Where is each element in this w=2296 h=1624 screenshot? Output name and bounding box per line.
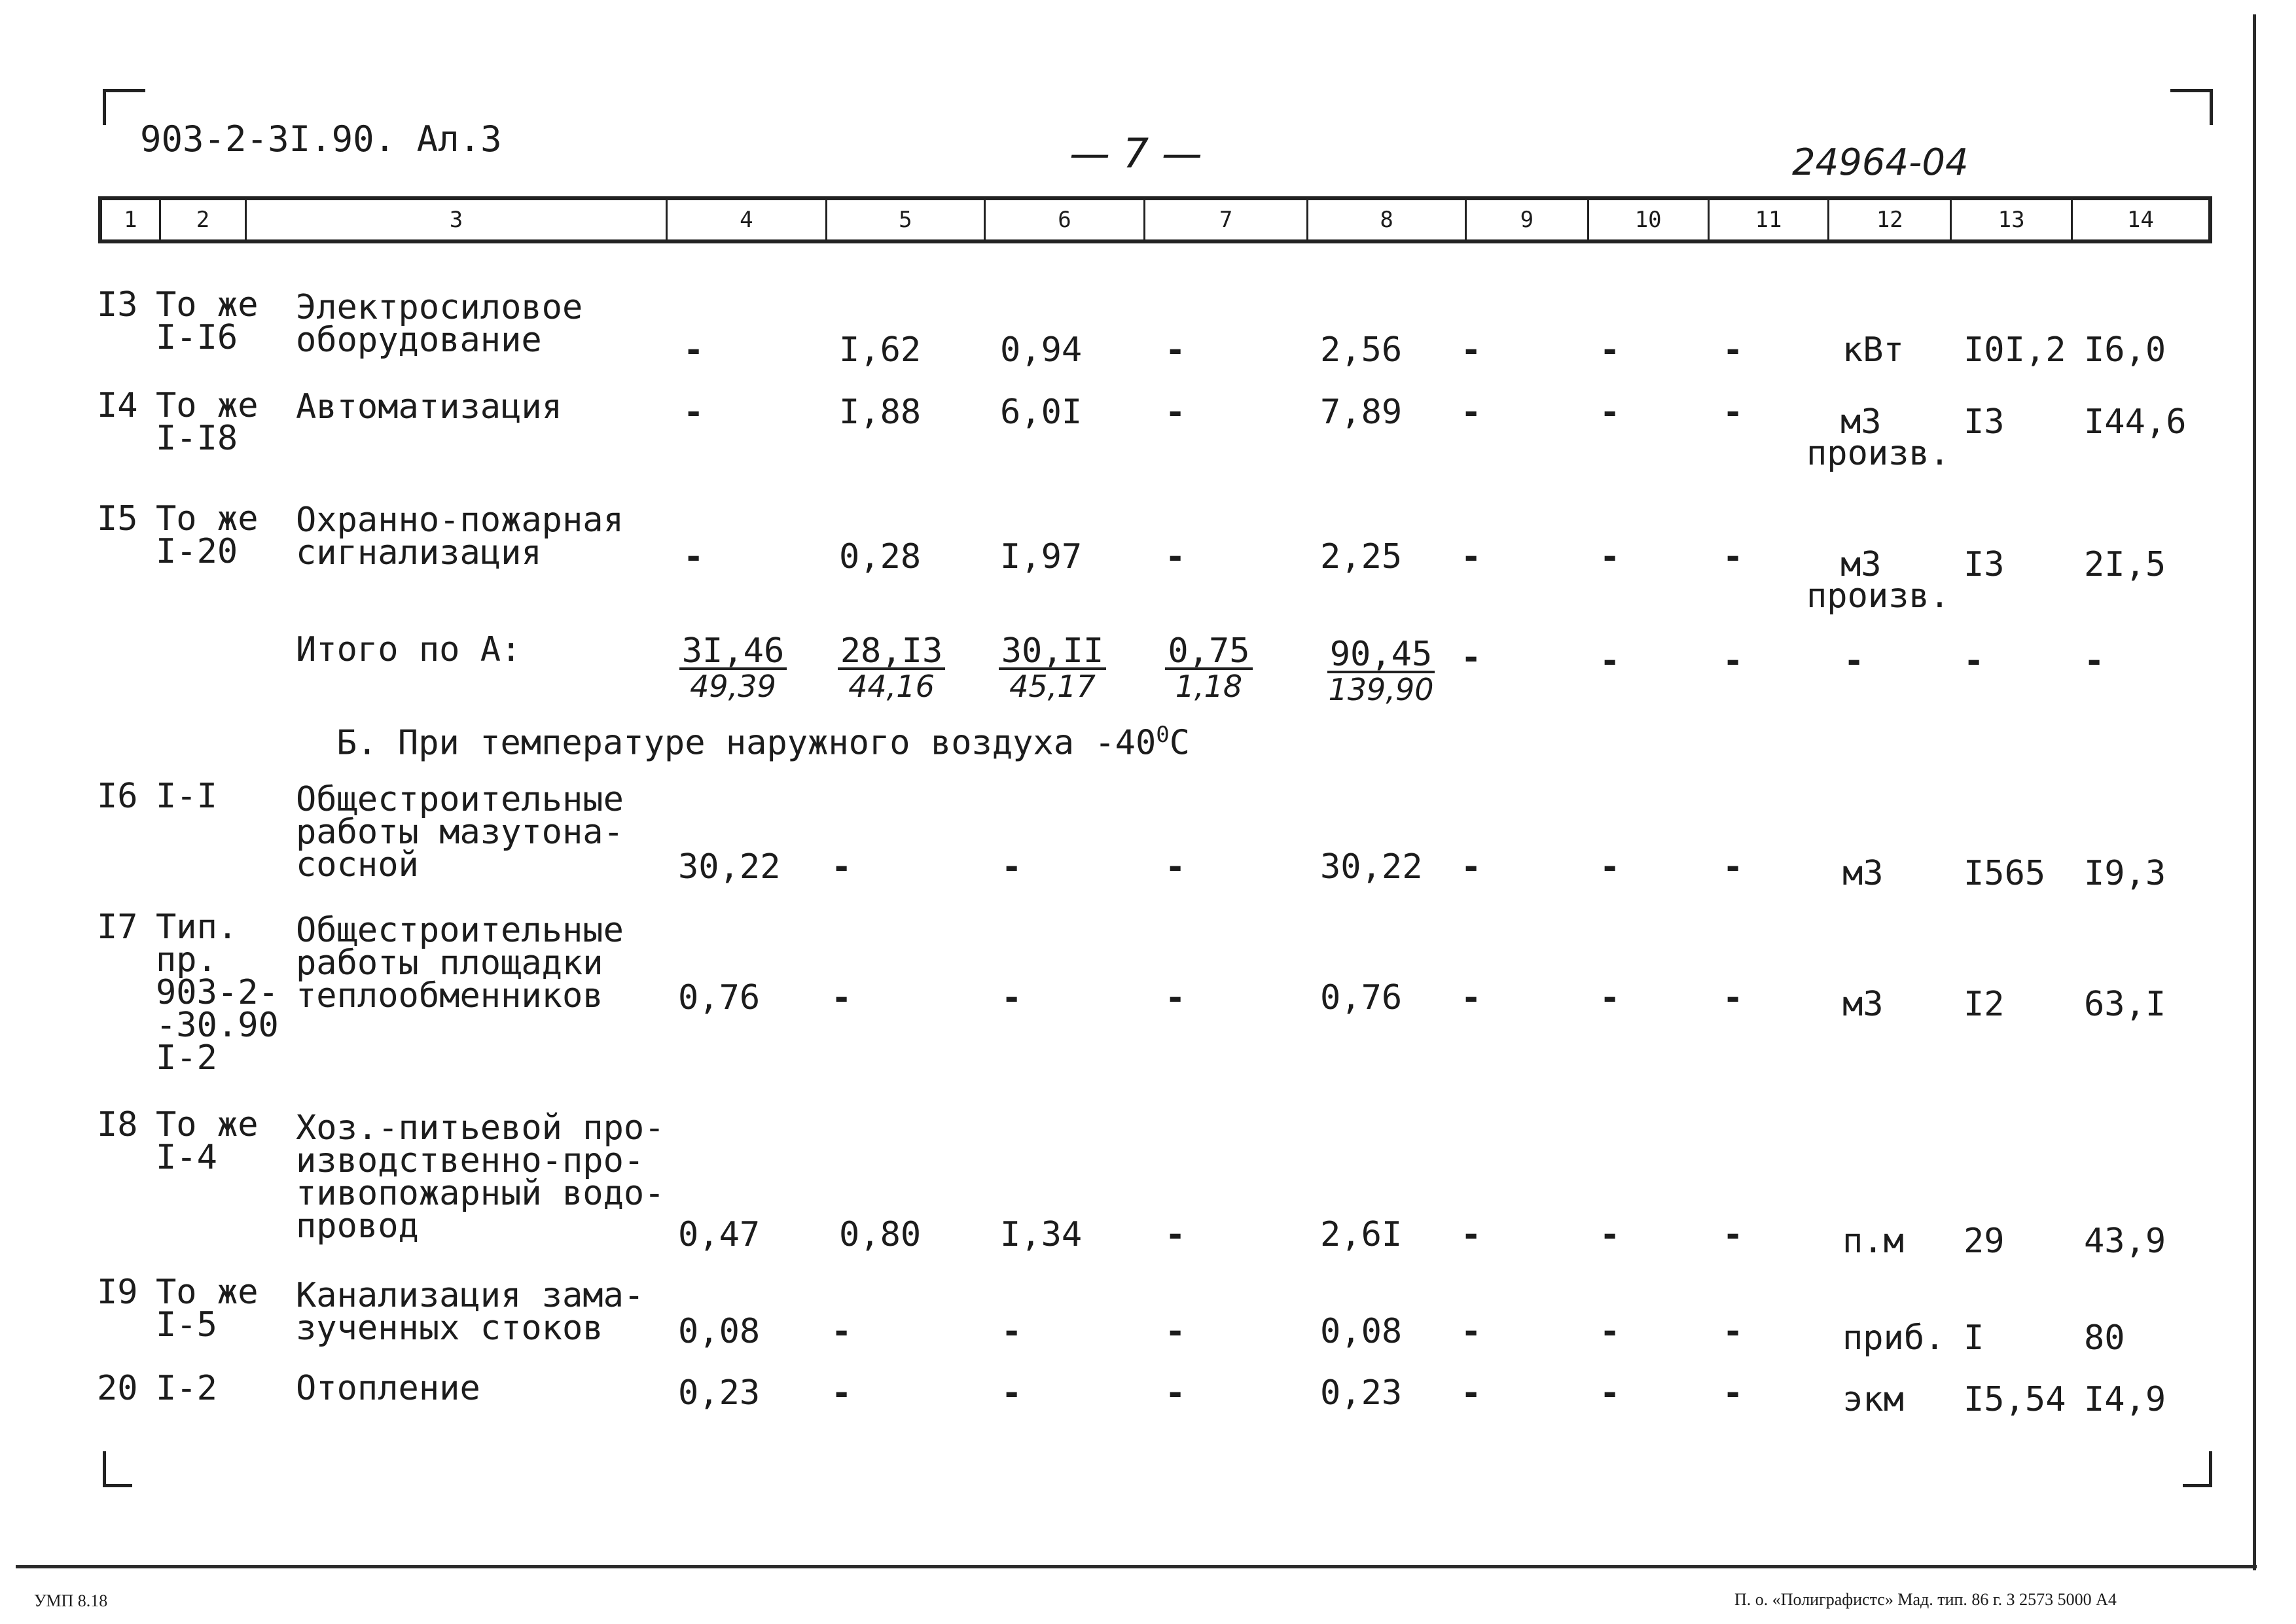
corner-mark-bottom-left: [103, 1451, 132, 1487]
row-name-line: Хоз.-питьевой про-: [296, 1108, 665, 1148]
row-cell-c14: 43,9: [2084, 1222, 2166, 1261]
row-cell-c7: -: [1165, 537, 1186, 576]
row-cell-c11: -: [1723, 1215, 1744, 1254]
row-cell-c5: 0,80: [839, 1215, 922, 1254]
row-cell-c8: 30,22: [1320, 847, 1423, 887]
row-reference-line: 903-2-: [156, 973, 279, 1012]
row-number: I9: [97, 1273, 138, 1312]
row-cell-c8: 7,89: [1320, 393, 1403, 432]
row-cell-c4: 0,76: [678, 978, 761, 1017]
row-cell-c9: -: [1461, 1312, 1482, 1351]
row-reference-line: -30.90: [156, 1006, 279, 1045]
row-name-line: Электросиловое: [296, 288, 583, 327]
row-cell-c7: -: [1165, 393, 1186, 432]
row-cell-c13: I0I,2: [1964, 330, 2066, 370]
row-name-line: теплообменников: [296, 976, 603, 1015]
corner-mark-bottom-right: [2183, 1451, 2212, 1487]
row-cell-c5: -: [831, 1312, 852, 1351]
row-cell-c5: I,62: [839, 330, 922, 370]
column-header: 10: [1589, 200, 1710, 239]
column-header: 12: [1829, 200, 1952, 239]
archive-number: 24964-04: [1792, 141, 1969, 184]
row-cell-c13: I: [1964, 1318, 1984, 1358]
row-cell-c7: -: [1165, 978, 1186, 1017]
row-unit-line: произв.: [1806, 434, 1950, 473]
page-bottom-border: [16, 1565, 2257, 1568]
row-cell-c11: -: [1723, 978, 1744, 1017]
column-header: 13: [1952, 200, 2072, 239]
row-cell-c11: -: [1723, 393, 1744, 432]
total-col12: -: [1844, 641, 1865, 680]
row-cell-c9: -: [1461, 847, 1482, 887]
row-cell-c7: -: [1165, 1215, 1186, 1254]
total-col4: $\frac{3I,46}{49,39}$: [674, 635, 792, 703]
row-cell-c9: -: [1461, 330, 1482, 370]
total-col13: -: [1964, 641, 1984, 680]
row-name-line: оборудование: [296, 321, 542, 360]
row-cell-c13: I3: [1964, 545, 2005, 584]
row-name-line: Общестроительные: [296, 780, 624, 819]
row-name-line: Отопление: [296, 1369, 480, 1408]
page-top-edge: [4, 0, 2296, 1]
row-cell-c6: I,34: [1000, 1215, 1083, 1254]
row-cell-c10: -: [1600, 1215, 1621, 1254]
row-cell-c10: -: [1600, 537, 1621, 576]
column-header-row: [98, 196, 2212, 243]
row-cell-c4: 0,08: [678, 1312, 761, 1351]
page-right-border: [2253, 14, 2256, 1570]
row-name-line: сигнализация: [296, 533, 542, 573]
row-cell-c7: -: [1165, 1373, 1186, 1413]
row-reference-line: I-20: [156, 532, 238, 571]
row-cell-c4: -: [683, 330, 704, 370]
row-unit-line: м3: [1840, 402, 1882, 442]
row-cell-c9: -: [1461, 1373, 1482, 1413]
row-cell-c6: -: [1001, 1373, 1022, 1413]
row-unit-line: м3: [1842, 854, 1884, 893]
row-cell-c10: -: [1600, 847, 1621, 887]
row-cell-c5: -: [831, 978, 852, 1017]
row-reference-line: То же: [156, 1273, 259, 1312]
row-unit-line: п.м: [1842, 1222, 1904, 1261]
row-reference-line: I-4: [156, 1138, 217, 1177]
row-unit-line: экм: [1842, 1380, 1904, 1419]
row-cell-c10: -: [1600, 978, 1621, 1017]
row-cell-c7: -: [1165, 1312, 1186, 1351]
total-label: Итого по А:: [296, 630, 522, 669]
row-unit-line: м3: [1842, 985, 1884, 1024]
footer-printer-note: П. о. «Полиграфистс» Мад. тип. 86 г. З 2573 5000 А4: [1734, 1590, 2117, 1609]
row-cell-c5: -: [831, 1373, 852, 1413]
total-col11: -: [1723, 641, 1744, 680]
row-cell-c6: I,97: [1000, 537, 1083, 576]
column-header: 14: [2126, 207, 2154, 233]
row-reference-line: I-5: [156, 1305, 217, 1345]
row-cell-c11: -: [1723, 1312, 1744, 1351]
row-cell-c8: 2,25: [1320, 537, 1403, 576]
corner-mark-top-right: [2170, 89, 2213, 125]
total-col10: -: [1600, 641, 1621, 680]
total-col6: $\frac{30,II}{45,17}$: [994, 635, 1111, 703]
row-cell-c14: I6,0: [2084, 330, 2166, 370]
row-name-line: Общестроительные: [296, 911, 624, 950]
column-header: 11: [1710, 200, 1829, 239]
total-col7: $\frac{0,75}{1,18}$: [1153, 635, 1265, 703]
row-cell-c7: -: [1165, 330, 1186, 370]
column-header: 9: [1467, 200, 1588, 239]
row-unit-line: м3: [1840, 545, 1882, 584]
row-cell-c11: -: [1723, 847, 1744, 887]
row-name-line: зученных стоков: [296, 1309, 603, 1348]
row-cell-c4: 0,23: [678, 1373, 761, 1413]
row-reference-line: То же: [156, 386, 259, 425]
column-header: 7: [1145, 200, 1308, 239]
section-b-heading: Б. При температуре наружного воздуха $-40^0С$: [336, 722, 1191, 763]
row-cell-c11: -: [1723, 1373, 1744, 1413]
row-number: I5: [97, 499, 138, 538]
column-header: 2: [161, 200, 247, 239]
column-header: 6: [986, 200, 1145, 239]
row-cell-c8: 2,56: [1320, 330, 1403, 370]
total-col14: -: [2084, 641, 2105, 680]
row-cell-c8: 0,23: [1320, 1373, 1403, 1413]
row-cell-c14: 80: [2084, 1318, 2125, 1358]
row-cell-c9: -: [1461, 978, 1482, 1017]
row-name-line: работы площадки: [296, 944, 603, 983]
row-cell-c9: -: [1461, 393, 1482, 432]
row-number: I7: [97, 908, 138, 947]
row-reference-line: I-I: [156, 777, 217, 816]
row-cell-c10: -: [1600, 1373, 1621, 1413]
footer-form-code: УМП 8.18: [34, 1591, 108, 1610]
row-reference-line: То же: [156, 285, 259, 325]
row-number: 20: [97, 1369, 138, 1408]
row-reference-line: То же: [156, 1105, 259, 1144]
row-cell-c9: -: [1461, 1215, 1482, 1254]
row-cell-c8: 0,08: [1320, 1312, 1403, 1351]
row-cell-c4: -: [683, 393, 704, 432]
total-col8: $\frac{90,45}{139,90}$: [1328, 635, 1434, 707]
row-cell-c13: I565: [1964, 854, 2046, 893]
row-reference-line: I-2: [156, 1038, 217, 1078]
column-header: 3: [247, 200, 668, 239]
row-cell-c5: 0,28: [839, 537, 922, 576]
row-reference-line: I-I8: [156, 419, 238, 458]
row-cell-c10: -: [1600, 393, 1621, 432]
row-reference-line: Тип.: [156, 908, 238, 947]
row-unit-line: кВт: [1842, 330, 1904, 370]
row-cell-c13: 29: [1964, 1222, 2005, 1261]
row-cell-c6: 0,94: [1000, 330, 1083, 370]
row-cell-c13: I3: [1964, 402, 2005, 442]
row-cell-c14: 63,I: [2084, 985, 2166, 1024]
row-cell-c14: I4,9: [2084, 1380, 2166, 1419]
row-cell-c6: -: [1001, 1312, 1022, 1351]
row-cell-c6: -: [1001, 978, 1022, 1017]
row-name-line: Автоматизация: [296, 387, 562, 427]
row-cell-c6: 6,0I: [1000, 393, 1083, 432]
column-header: 4: [668, 200, 827, 239]
row-cell-c5: I,88: [839, 393, 922, 432]
row-cell-c4: 30,22: [678, 847, 781, 887]
row-cell-c4: -: [683, 537, 704, 576]
row-cell-c10: -: [1600, 1312, 1621, 1351]
row-cell-c9: -: [1461, 537, 1482, 576]
column-header: 1: [102, 200, 161, 239]
row-reference-line: I-I6: [156, 318, 238, 357]
row-reference-line: пр.: [156, 940, 217, 980]
row-cell-c7: -: [1165, 847, 1186, 887]
column-header: 8: [1308, 200, 1467, 239]
row-cell-c14: 2I,5: [2084, 545, 2166, 584]
row-cell-c13: I2: [1964, 985, 2005, 1024]
row-cell-c14: I44,6: [2084, 402, 2187, 442]
document-code: 903-2-3I.90. Ал.3: [140, 118, 502, 160]
row-cell-c5: -: [831, 847, 852, 887]
row-name-line: тивопожарный водо-: [296, 1174, 665, 1213]
total-col9: -: [1461, 638, 1482, 677]
row-cell-c6: -: [1001, 847, 1022, 887]
row-reference-line: То же: [156, 499, 259, 538]
row-number: I8: [97, 1105, 138, 1144]
page-number: — 7 —: [1069, 130, 1202, 177]
row-cell-c11: -: [1723, 537, 1744, 576]
row-cell-c4: 0,47: [678, 1215, 761, 1254]
row-cell-c14: I9,3: [2084, 854, 2166, 893]
row-name-line: сосной: [296, 845, 419, 885]
row-cell-c11: -: [1723, 330, 1744, 370]
row-unit-line: произв.: [1806, 576, 1950, 616]
row-name-line: Канализация зама-: [296, 1276, 645, 1315]
total-col5: $\frac{28,I3}{44,16}$: [833, 635, 950, 703]
row-cell-c8: 0,76: [1320, 978, 1403, 1017]
row-cell-c8: 2,6I: [1320, 1215, 1403, 1254]
row-name-line: работы мазутона-: [296, 813, 624, 852]
column-header: 5: [827, 200, 986, 239]
row-name-line: изводственно-про-: [296, 1141, 645, 1180]
corner-mark-top-left: [103, 89, 145, 125]
row-number: I3: [97, 285, 138, 325]
row-cell-c10: -: [1600, 330, 1621, 370]
row-unit-line: приб.: [1842, 1318, 1945, 1358]
row-name-line: Охранно-пожарная: [296, 501, 624, 540]
row-cell-c13: I5,54: [1964, 1380, 2066, 1419]
row-number: I4: [97, 386, 138, 425]
row-number: I6: [97, 777, 138, 816]
row-name-line: провод: [296, 1207, 419, 1246]
row-reference-line: I-2: [156, 1369, 217, 1408]
